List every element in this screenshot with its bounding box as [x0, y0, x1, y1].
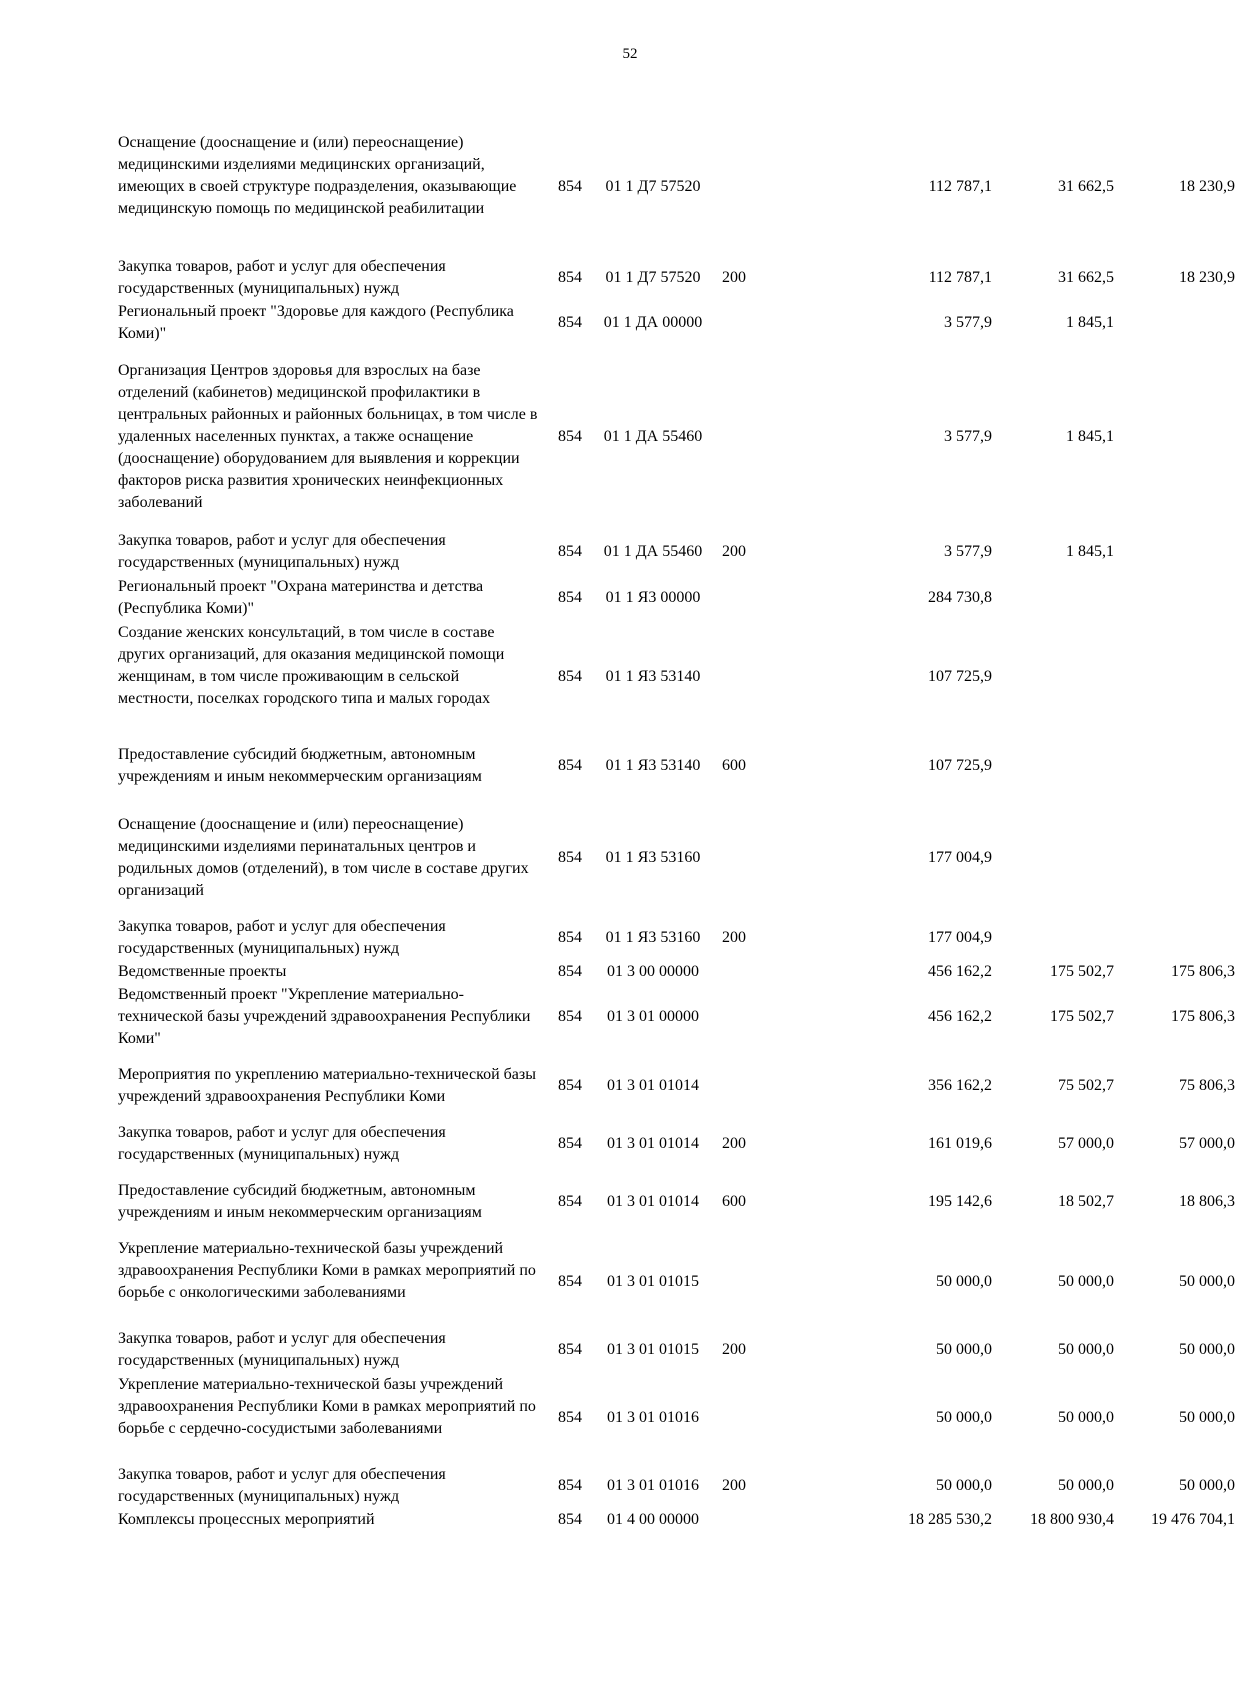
row-year3: 175 806,3 [1171, 1008, 1235, 1025]
row-grbs: 854 [558, 269, 582, 286]
table-row [118, 1328, 1235, 1372]
row-csr: 01 3 01 01015 [607, 1341, 699, 1358]
row-year3: 75 806,3 [1179, 1077, 1235, 1094]
row-csr: 01 3 01 01014 [607, 1135, 699, 1152]
row-csr: 01 1 Д7 57520 [605, 269, 701, 286]
row-csr: 01 1 Я3 53140 [605, 668, 701, 685]
row-csr: 01 1 ДА 00000 [603, 314, 703, 331]
row-grbs: 854 [558, 1273, 582, 1290]
row-name: Закупка товаров, работ и услуг для обеспечения государственных (муниципальных) нужд [118, 1466, 446, 1505]
row-csr: 01 3 00 00000 [607, 963, 699, 980]
row-name: Укрепление материально-технической базы учреждений здравоохранения Республики Коми в рамках мероприятий по борьбе с сердечно-сосудистыми заболеваниями [118, 1376, 536, 1437]
row-csr: 01 1 Я3 53140 [605, 757, 701, 774]
page-number: 52 [622, 46, 638, 62]
row-year1: 3 577,9 [944, 428, 992, 445]
row-grbs: 854 [558, 1511, 582, 1528]
row-year1: 3 577,9 [944, 543, 992, 560]
row-year1: 177 004,9 [928, 849, 992, 866]
row-year2: 75 502,7 [1058, 1077, 1114, 1094]
row-name: Региональный проект "Здоровье для каждого (Республика Коми)" [118, 303, 514, 342]
row-name: Организация Центров здоровья для взрослых на базе отделений (кабинетов) медицинской профилактики в центральных районных и районных больницах, в том числе в удаленных населенных пунктах, а также оснащение (дооснащение) оборудованием для выявления и коррекции факторов риска развития хронических неинфекционных заболеваний [118, 362, 538, 511]
row-csr: 01 1 Д7 57520 [605, 178, 701, 195]
table-row [118, 1122, 1235, 1166]
row-grbs: 854 [558, 1077, 582, 1094]
row-name: Оснащение (дооснащение и (или) переоснащение) медицинскими изделиями медицинских организаций, имеющих в своей структуре подразделения, оказывающие медицинскую помощь по медицинской реабилитации [118, 134, 517, 217]
row-year2: 31 662,5 [1058, 178, 1114, 195]
row-year1: 112 787,1 [928, 269, 992, 286]
table-row [118, 360, 1118, 514]
row-year2: 18 502,7 [1058, 1193, 1114, 1210]
row-year2: 50 000,0 [1058, 1477, 1114, 1494]
row-year1: 3 577,9 [944, 314, 992, 331]
row-name: Закупка товаров, работ и услуг для обеспечения государственных (муниципальных) нужд [118, 1330, 446, 1369]
row-year1: 18 285 530,2 [908, 1511, 992, 1528]
row-year1: 456 162,2 [928, 963, 992, 980]
row-year1: 50 000,0 [936, 1477, 992, 1494]
row-csr: 01 3 01 01014 [607, 1193, 699, 1210]
table-row [118, 576, 1118, 620]
row-vr: 200 [722, 1135, 746, 1152]
table-row [118, 1180, 1235, 1224]
row-grbs: 854 [558, 668, 582, 685]
row-name: Региональный проект "Охрана материнства и детства (Республика Коми)" [118, 578, 484, 617]
row-year3: 57 000,0 [1179, 1135, 1235, 1152]
row-grbs: 854 [558, 1008, 582, 1025]
row-csr: 01 1 ДА 55460 [603, 543, 703, 560]
row-name: Ведомственные проекты [118, 963, 287, 980]
row-csr: 01 1 Я3 53160 [605, 849, 701, 866]
row-year2: 1 845,1 [1066, 314, 1114, 331]
table-row [118, 1064, 1235, 1108]
row-year2: 175 502,7 [1050, 1008, 1114, 1025]
row-year1: 107 725,9 [928, 668, 992, 685]
row-name: Предоставление субсидий бюджетным, автономным учреждениям и иным некоммерческим организациям [118, 1182, 482, 1221]
row-year2: 175 502,7 [1050, 963, 1114, 980]
row-name: Закупка товаров, работ и услуг для обеспечения государственных (муниципальных) нужд [118, 532, 446, 571]
row-csr: 01 1 ДА 55460 [603, 428, 703, 445]
table-row [118, 1238, 1235, 1326]
row-vr: 200 [722, 929, 746, 946]
row-vr: 200 [722, 1341, 746, 1358]
row-grbs: 854 [558, 929, 582, 946]
row-grbs: 854 [558, 963, 582, 980]
table-row [118, 301, 1118, 345]
row-grbs: 854 [558, 1135, 582, 1152]
row-year3: 175 806,3 [1171, 963, 1235, 980]
row-year3: 50 000,0 [1179, 1341, 1235, 1358]
row-year3: 18 230,9 [1179, 269, 1235, 286]
row-vr: 200 [722, 269, 746, 286]
row-grbs: 854 [558, 1341, 582, 1358]
row-grbs: 854 [558, 314, 582, 331]
table-row [118, 256, 1235, 300]
row-csr: 01 3 01 01014 [607, 1077, 699, 1094]
row-csr: 01 3 01 01016 [607, 1477, 699, 1494]
row-name: Закупка товаров, работ и услуг для обеспечения государственных (муниципальных) нужд [118, 258, 446, 297]
row-year3: 18 230,9 [1179, 178, 1235, 195]
row-name: Укрепление материально-технической базы учреждений здравоохранения Республики Коми в рамках мероприятий по борьбе с онкологическими заболеваниями [118, 1240, 536, 1301]
table-row [118, 1464, 1235, 1508]
row-year3: 50 000,0 [1179, 1273, 1235, 1290]
row-name: Комплексы процессных мероприятий [118, 1511, 375, 1528]
row-year2: 50 000,0 [1058, 1273, 1114, 1290]
row-grbs: 854 [558, 1477, 582, 1494]
row-year1: 50 000,0 [936, 1341, 992, 1358]
row-year1: 161 019,6 [928, 1135, 992, 1152]
table-row [118, 916, 1118, 960]
row-csr: 01 1 Я3 53160 [605, 929, 701, 946]
row-name: Мероприятия по укреплению материально-технической базы учреждений здравоохранения Республики Коми [118, 1066, 536, 1105]
table-row [118, 1509, 1235, 1531]
row-grbs: 854 [558, 1193, 582, 1210]
row-year1: 284 730,8 [928, 589, 992, 606]
row-name: Создание женских консультаций, в том числе в составе других организаций, для оказания медицинской помощи женщинам, в том числе проживающим в сельской местности, поселках городского типа и малых городах [118, 624, 505, 707]
row-year2: 1 845,1 [1066, 428, 1114, 445]
row-vr: 200 [722, 543, 746, 560]
table-row [118, 984, 1235, 1050]
row-grbs: 854 [558, 1409, 582, 1426]
row-year1: 356 162,2 [928, 1077, 992, 1094]
row-year1: 112 787,1 [928, 178, 992, 195]
table-row [118, 961, 1235, 983]
table-row [118, 814, 1118, 902]
row-year2: 31 662,5 [1058, 269, 1114, 286]
row-year1: 107 725,9 [928, 757, 992, 774]
table-row [118, 1374, 1235, 1462]
row-grbs: 854 [558, 849, 582, 866]
row-name: Ведомственный проект "Укрепление материально-технической базы учреждений здравоохранения Республики Коми" [118, 986, 531, 1047]
row-year1: 177 004,9 [928, 929, 992, 946]
row-grbs: 854 [558, 178, 582, 195]
row-name: Предоставление субсидий бюджетным, автономным учреждениям и иным некоммерческим организациям [118, 746, 482, 785]
row-year1: 195 142,6 [928, 1193, 992, 1210]
row-vr: 600 [722, 757, 746, 774]
row-csr: 01 1 Я3 00000 [605, 589, 701, 606]
row-name: Закупка товаров, работ и услуг для обеспечения государственных (муниципальных) нужд [118, 1124, 446, 1163]
table-row [118, 744, 1118, 788]
row-csr: 01 4 00 00000 [607, 1511, 699, 1528]
row-csr: 01 3 01 00000 [607, 1008, 699, 1025]
row-year3: 50 000,0 [1179, 1477, 1235, 1494]
row-csr: 01 3 01 01016 [607, 1409, 699, 1426]
row-name: Закупка товаров, работ и услуг для обеспечения государственных (муниципальных) нужд [118, 918, 446, 957]
row-year3: 19 476 704,1 [1151, 1511, 1235, 1528]
row-name: Оснащение (дооснащение и (или) переоснащение) медицинскими изделиями перинатальных центров и родильных домов (отделений), в том числе в составе других организаций [118, 816, 529, 899]
row-grbs: 854 [558, 589, 582, 606]
row-year1: 50 000,0 [936, 1273, 992, 1290]
row-year1: 456 162,2 [928, 1008, 992, 1025]
table-row [118, 622, 1118, 732]
row-grbs: 854 [558, 543, 582, 560]
row-year2: 50 000,0 [1058, 1341, 1114, 1358]
row-vr: 200 [722, 1477, 746, 1494]
table-row [118, 530, 1118, 574]
row-grbs: 854 [558, 757, 582, 774]
row-year2: 50 000,0 [1058, 1409, 1114, 1426]
row-csr: 01 3 01 01015 [607, 1273, 699, 1290]
row-year3: 50 000,0 [1179, 1409, 1235, 1426]
row-grbs: 854 [558, 428, 582, 445]
table-row [118, 132, 1235, 242]
row-year1: 50 000,0 [936, 1409, 992, 1426]
row-vr: 600 [722, 1193, 746, 1210]
row-year3: 18 806,3 [1179, 1193, 1235, 1210]
row-year2: 57 000,0 [1058, 1135, 1114, 1152]
row-year2: 1 845,1 [1066, 543, 1114, 560]
row-year2: 18 800 930,4 [1030, 1511, 1114, 1528]
